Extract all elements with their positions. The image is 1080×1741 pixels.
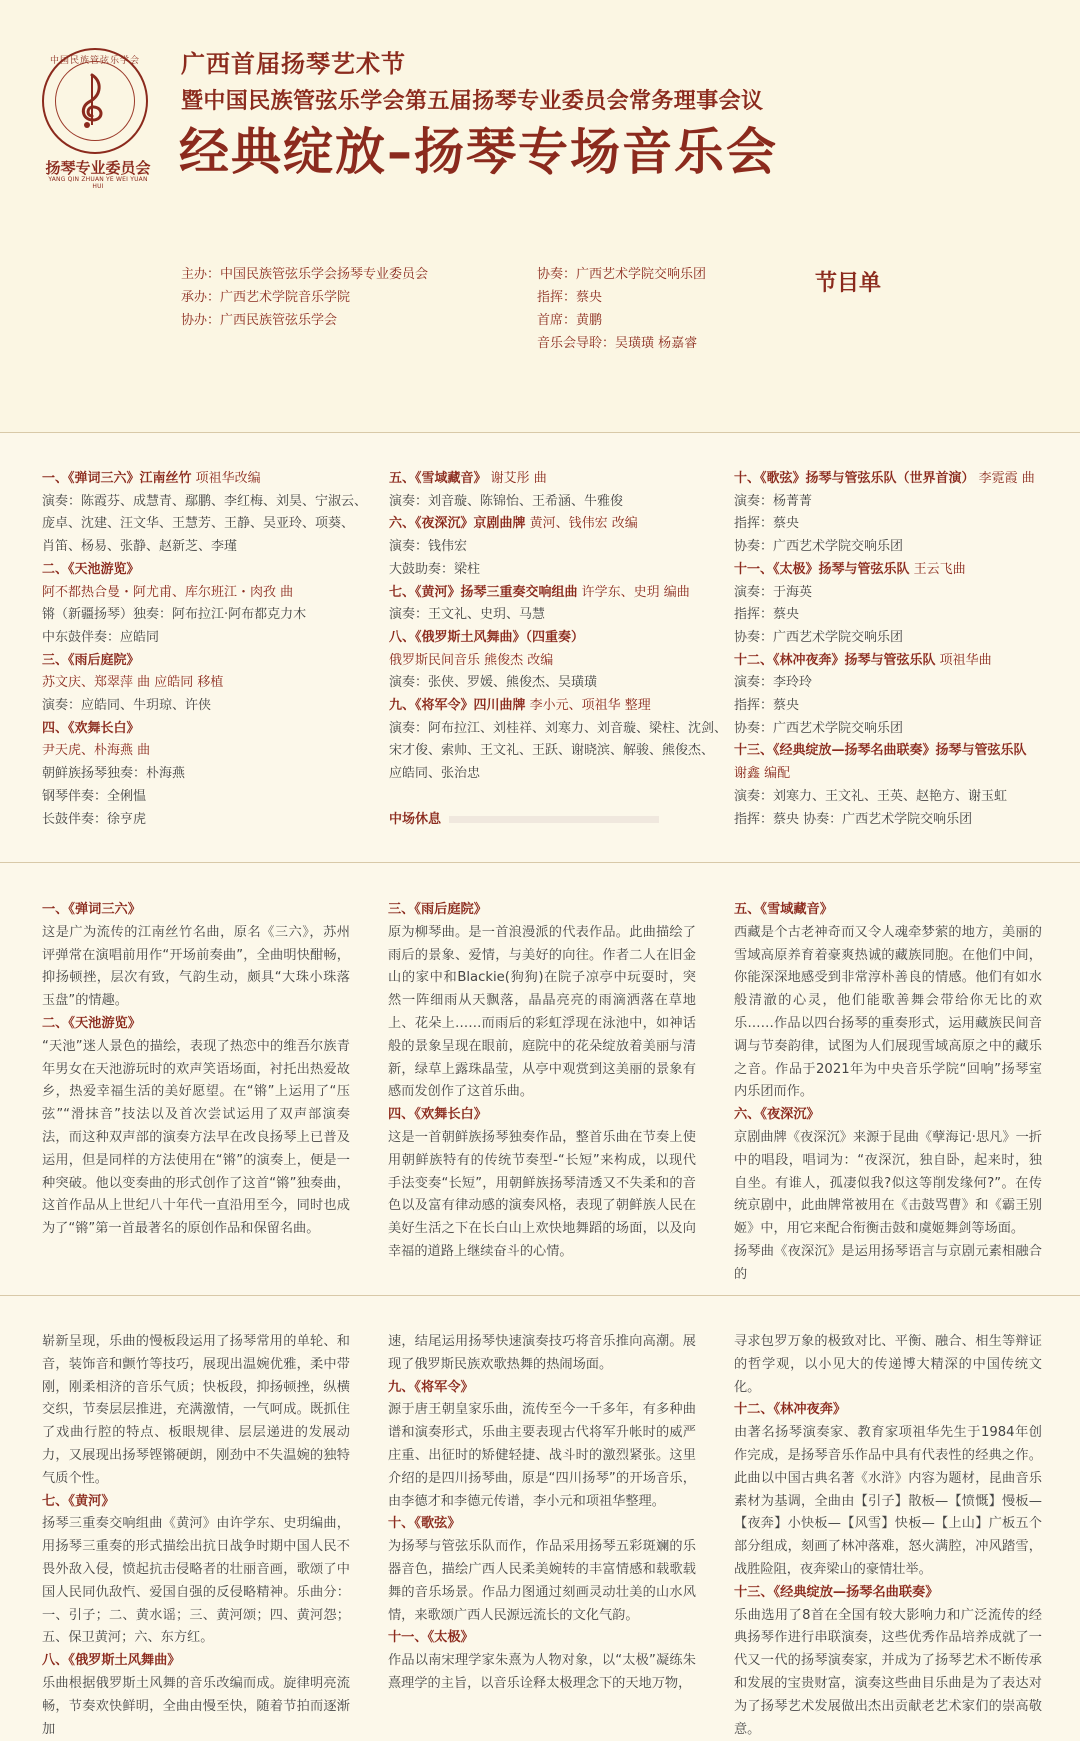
logo-ring-text: 中国民族管弦乐学会 — [49, 56, 140, 66]
program-item-title — [734, 559, 1052, 582]
program-item-title-text: 八、《俄罗斯土风舞曲》（四重奏） — [389, 629, 585, 645]
note-paragraph: 寻求包罗万象的极致对比、平衡、融合、相生等辩证的哲学观，以小见大的传递博大精深的中国传统文化。 — [734, 1334, 1042, 1395]
program-item-detail: 协奏：广西艺术学院交响乐团 — [734, 629, 904, 645]
notes-column-3 — [734, 899, 1042, 1287]
program-item-title — [389, 627, 707, 650]
program-item-detail: 演奏：刘音璇、陈锦怡、王希涵、牛雅俊 — [389, 493, 624, 509]
intermission-text: 中场休息 — [389, 811, 442, 827]
program-item-title-text: 六、《夜深沉》京剧曲牌 — [389, 516, 526, 532]
program-item-detail: 演奏：陈霞芬、成慧青、鄢鹏、李红梅、刘昊、宁淑云、 — [42, 493, 368, 509]
program-item-detail: 演奏：于海英 — [734, 584, 813, 600]
program-item-detail: 演奏：应皓同、牛玥琼、许侠 — [42, 698, 212, 714]
program-item-title-text: 十、《歌弦》扬琴与管弦乐队（世界首演） — [734, 471, 975, 486]
note-heading: 十一、《太极》 — [388, 1630, 474, 1646]
program-item-title-text: 五、《雪域藏音》 — [389, 471, 487, 486]
note-paragraph: 原为柳琴曲。是一首浪漫派的代表作品。此曲描绘了雨后的景象、爱情，与美好的向往。作者二人在旧金山的家中和Blackie(狗狗)在院子凉亭中玩耍时，突然一阵细雨从天飘落，晶晶亮亮的雨滴洒落在草地上、花朵上……而雨后的彩虹浮现在泳池中，如神话般的景象呈现在眼前，庭院中的花朵绽放着美丽与清新，绿草上露珠晶莹，从亭中观赏到这美丽的景象有感而发创作了这首乐曲。 — [388, 924, 696, 1100]
note-paragraph: 乐曲选用了8首在全国有较大影响力和广泛流传的经典扬琴作进行串联演奏，这些优秀作品培养成就了一代又一代的扬琴演奏家，并成为了扬琴艺术不断传承和发展的宝贵财富，演奏这些曲目乐曲是为了表达对为了扬琴艺术发展做出杰出贡献老艺术家们的崇高敬意。 — [734, 1607, 1042, 1737]
note-paragraph: 速，结尾运用扬琴快速演奏技巧将音乐推向高潮。展现了俄罗斯民族欢歌热舞的热闹场面。 — [388, 1334, 696, 1372]
program-item-detail: 指挥：蔡央 — [734, 698, 800, 714]
note-heading: 十、《歌弦》 — [388, 1516, 461, 1532]
program-item-title-text: 十三、《经典绽放—扬琴名曲联奏》扬琴与管弦乐队 — [734, 743, 1027, 759]
logo-title: 扬琴专业委员会 — [45, 159, 151, 177]
co-organizer-line: 协办：广西民族管弦乐学会 — [181, 313, 338, 328]
conductor-line: 指挥：蔡央 — [537, 290, 603, 305]
program-item-title — [389, 582, 707, 605]
program-item-title-text: 七、《黄河》扬琴三重奏交响组曲 — [389, 584, 578, 600]
program-item-credit: 李霓霞 曲 — [974, 471, 1035, 486]
program-item-detail: 协奏：广西艺术学院交响乐团 — [734, 720, 904, 736]
note-heading: 六、《夜深沉》 — [734, 1107, 820, 1123]
concertmaster-line: 首席：黄鹏 — [537, 313, 603, 328]
note-heading: 三、《雨后庭院》 — [388, 902, 487, 917]
note-heading: 八、《俄罗斯土风舞曲》 — [42, 1653, 181, 1669]
section-divider — [0, 1295, 1080, 1296]
note-paragraph: 崭新呈现，乐曲的慢板段运用了扬琴常用的单轮、和音，装饰音和颤竹等技巧，展现出温婉优雅，柔中带刚，刚柔相济的音乐气质；快板段，抑扬顿挫，纵横交织，节奏层层推进，充满激情，一气呵成。既抓住了戏曲行腔的特点、板眼规律、层层递进的发展动力，又展现出扬琴铿锵硬朗，刚劲中不失温婉的独特气质个性。 — [42, 1334, 350, 1486]
note-heading: 一、《弹词三六》 — [42, 902, 141, 917]
program-item-title-text: 三、《雨后庭院》 — [42, 652, 140, 668]
program-item-credit: 李小元、项祖华 整理 — [525, 698, 651, 714]
undertaker-line: 承办：广西艺术学院音乐学院 — [181, 290, 351, 305]
orchestra-line: 协奏：广西艺术学院交响乐团 — [537, 267, 707, 282]
program-item-credit: 许学东、史玥 编曲 — [577, 584, 690, 600]
note-heading: 四、《欢舞长白》 — [388, 1107, 487, 1123]
program-item-detail: 肖笛、杨易、张静、赵新芝、李瑾 — [42, 539, 238, 555]
program-item-note: 尹天虎、朴海燕 曲 — [42, 743, 151, 759]
note-heading: 五、《雪域藏音》 — [734, 902, 833, 917]
program-item-note: 谢鑫 编配 — [734, 766, 791, 782]
program-item-detail: 锵（新疆扬琴）独奏：阿布拉江·阿布都克力木 — [42, 607, 307, 623]
note-paragraph: 扬琴三重奏交响组曲《黄河》由许学东、史玥编曲，用扬琴三重奏的形式描绘出抗日战争时期中国人民不畏外敌入侵，愤起抗击侵略者的壮丽音画，歌颂了中国人民同仇敌忾、爱国自强的反侵略精神。乐曲分：一、引子；二、黄水谣；三、黄河颂；四、黄河怨；五、保卫黄河；六、东方红。 — [42, 1516, 350, 1646]
concert-title: 经典绽放–扬琴专场音乐会 — [179, 123, 778, 181]
notes-column-5 — [388, 1331, 696, 1696]
note-heading: 二、《天池游览》 — [42, 1015, 141, 1031]
program-item-detail — [389, 786, 707, 809]
program-item-title — [734, 468, 1052, 491]
note-paragraph: 这是一首朝鲜族扬琴独奏作品，整首乐曲在节奏上使用朝鲜族特有的传统节奏型-“长短”来构成，以现代手法变奏“长短”，用朝鲜族扬琴清透又不失柔和的音色以及富有律动感的演奏风格，表现了朝鲜族人民在美好生活之下在长白山上欢快地舞蹈的场面，以及向幸福的道路上继续奋斗的心情。 — [388, 1129, 696, 1259]
section-divider — [0, 432, 1080, 433]
note-paragraph: 由著名扬琴演奏家、教育家项祖华先生于1984年创作完成，是扬琴音乐作品中具有代表性的经典之作。此曲以中国古典名著《水浒》内容为题材，昆曲音乐素材为基调，全曲由【引子】散板—【愤慨】慢板—【夜奔】小快板—【风雪】快板—【上山】广板五个部分组成，刻画了林冲落难，怒火满腔，冲风踏雪，战胜险阻，夜奔梁山的豪情壮举。 — [734, 1425, 1042, 1577]
note-paragraph: 源于唐王朝皇家乐曲，流传至今一千多年，有多种曲谱和演奏形式，乐曲主要表现古代将军升帐时的威严庄重、出征时的矫健轻捷、战斗时的激烈紧张。这里介绍的是四川扬琴曲，原是“四川扬琴”的开场音乐，由李德才和李德元传谱，李小元和项祖华整理。 — [388, 1402, 696, 1509]
program-item-detail: 应皓同、张治忠 — [389, 766, 481, 782]
program-item-title — [389, 513, 707, 536]
program-item-title — [42, 718, 360, 741]
note-paragraph: 作品以南宋理学家朱熹为人物对象，以“太极”凝练朱熹理学的主旨，以音乐诠释太极理念下的天地万物， — [388, 1653, 696, 1691]
program-item-detail: 指挥：蔡央 协奏：广西艺术学院交响乐团 — [734, 811, 973, 827]
program-item-detail: 庞卓、沈建、汪文华、王慧芳、王静、吴亚玲、项葵、 — [42, 516, 355, 532]
program-item-credit: 项祖华改编 — [191, 471, 261, 486]
program-column-1 — [42, 468, 368, 831]
program-item-detail: 指挥：蔡央 — [734, 516, 800, 532]
program-item-title — [389, 468, 707, 491]
program-item-detail: 宋才俊、索帅、王文礼、王跃、谢晓滨、解骏、熊俊杰、 — [389, 743, 715, 759]
program-item-detail: 指挥：蔡央 — [734, 607, 800, 623]
logo-subtitle: YANG QIN ZHUAN YE WEI YUAN HUI — [48, 176, 148, 190]
program-item-credit: 黄河、钱伟宏 改编 — [525, 516, 638, 532]
notes-column-2 — [388, 899, 696, 1264]
note-paragraph: 为扬琴与管弦乐队而作，作品采用扬琴五彩斑斓的乐器音色，描绘广西人民柔美婉转的丰富情感和载歌载舞的音乐场景。作品力图通过刻画灵动壮美的山水风情，来歌颂广西人民源远流长的文化气韵。 — [388, 1539, 696, 1623]
program-item-title — [42, 650, 360, 673]
program-item-title — [734, 740, 1052, 763]
program-item-title-text: 九、《将军令》四川曲牌 — [389, 698, 526, 714]
intermission-label — [389, 809, 707, 832]
treble-clef-icon — [72, 73, 112, 128]
program-item-title-text: 四、《欢舞长白》 — [42, 720, 140, 736]
note-paragraph: 京剧曲牌《夜深沉》来源于昆曲《孽海记·思凡》一折中的唱段，唱词为：“夜深沉，独自卧，起来时，独自坐。有谁人，孤凄似我?似这等削发缘何?”。在传统京剧中，此曲牌常被用在《击鼓骂曹》和《霸王别姬》中，用它来配合衔衡击鼓和虞姬舞剑等场面。 — [734, 1129, 1042, 1237]
program-item-detail: 演奏：王文礼、史玥、马慧 — [389, 607, 546, 623]
program-item-title-text: 十一、《太极》扬琴与管弦乐队 — [734, 561, 910, 577]
program-item-title-text: 二、《天池游览》 — [42, 561, 140, 577]
program-item-title — [734, 650, 1052, 673]
program-item-title-text: 十二、《林冲夜奔》扬琴与管弦乐队 — [734, 652, 936, 668]
program-item-note: 苏文庆、郑翠萍 曲 应皓同 移植 — [42, 675, 224, 691]
notes-column-4 — [42, 1331, 350, 1741]
program-item-title — [42, 559, 360, 582]
program-item-detail: 演奏：阿布拉江、刘桂祥、刘寒力、刘音璇、梁柱、沈剑、 — [389, 720, 728, 736]
program-column-3 — [734, 468, 1052, 831]
program-item-credit: 项祖华曲 — [935, 652, 992, 668]
program-item-detail: 演奏：杨菁菁 — [734, 493, 813, 509]
program-column-2 — [389, 468, 728, 831]
program-item-detail: 演奏：刘寒力、王文礼、王英、赵艳方、谢玉虹 — [734, 788, 1008, 804]
program-item-title — [42, 468, 360, 491]
intermission-bar — [449, 816, 659, 823]
program-item-detail: 演奏：张侠、罗媛、熊俊杰、吴璜璜 — [389, 675, 598, 691]
program-item-credit: 王云飞曲 — [909, 561, 966, 577]
note-paragraph: 扬琴曲《夜深沉》是运用扬琴语言与京剧元素相融合的 — [734, 1243, 1042, 1282]
note-paragraph: “天池”迷人景色的描绘，表现了热恋中的维吾尔族青年男女在天池游玩时的欢声笑语场面，衬托出热爱故乡，热爱幸福生活的美好愿望。在“锵”上运用了“压弦”“滑抹音”技法以及首次尝试运用了双声部演奏法，而这种双声部的演奏方法早在改良扬琴上已普及运用，但是同样的方法使用在“锵”的演奏上，便是一种突破。他以变奏曲的形式创作了这首“锵”独奏曲，这首作品从上世纪八十年代一直沿用至今，同时也成为了“锵”第一首最著名的原创作品和保留名曲。 — [42, 1038, 350, 1237]
note-heading: 十二、《林冲夜奔》 — [734, 1402, 847, 1418]
meeting-subtitle: 暨中国民族管弦乐学会第五届扬琴专业委员会常务理事会议 — [181, 89, 764, 114]
program-item-detail: 钢琴伴奏：全俐愠 — [42, 788, 147, 804]
section-divider — [0, 862, 1080, 863]
note-heading: 十三、《经典绽放—扬琴名曲联奏》 — [734, 1584, 939, 1600]
committee-logo — [42, 48, 148, 154]
note-paragraph: 西藏是个古老神奇而又令人魂牵梦萦的地方，美丽的雪域高原养育着豪爽热诚的藏族同胞。在他们中间，你能深深地感受到非常淳朴善良的情感。他们有如水般清澈的心灵，他们能歌善舞会带给你无比的欢乐……作品以四台扬琴的重奏形式，运用藏族民间音调与节奏韵律，试图为人们展现雪域高原之中的藏乐之音。作品于2021年为中央音乐学院“回响”扬琴室内乐团而作。 — [734, 924, 1042, 1100]
header-section — [0, 0, 1080, 432]
program-item-detail: 协奏：广西艺术学院交响乐团 — [734, 539, 904, 555]
program-item-detail: 中东鼓伴奏：应皓同 — [42, 629, 160, 645]
notes-column-6 — [734, 1331, 1042, 1741]
note-heading: 七、《黄河》 — [42, 1493, 115, 1509]
program-item-title — [389, 695, 707, 718]
program-item-detail: 演奏：李玲玲 — [734, 675, 813, 691]
program-item-detail: 长鼓伴奏：徐亨虎 — [42, 811, 147, 827]
program-list-title: 节目单 — [815, 271, 882, 296]
program-item-detail: 朝鲜族扬琴独奏：朴海燕 — [42, 766, 186, 782]
festival-title: 广西首届扬琴艺术节 — [181, 50, 406, 78]
organizer-line: 主办：中国民族管弦乐学会扬琴专业委员会 — [181, 267, 429, 282]
program-item-title-text: 一、《弹词三六》江南丝竹 — [42, 471, 192, 486]
notes-column-1 — [42, 899, 350, 1241]
note-heading: 九、《将军令》 — [388, 1379, 474, 1395]
program-item-note: 俄罗斯民间音乐 熊俊杰 改编 — [389, 652, 554, 668]
program-item-credit: 谢艾彤 曲 — [486, 471, 547, 486]
guide-line: 音乐会导聆：吴璜璜 杨嘉睿 — [537, 336, 698, 351]
program-item-detail: 演奏：钱伟宏 — [389, 539, 468, 555]
note-paragraph: 乐曲根据俄罗斯土风舞的音乐改编而成。旋律明亮流畅，节奏欢快鲜明，全曲由慢至快，随着节拍而逐渐加 — [42, 1675, 350, 1737]
program-item-detail: 大鼓助奏：梁柱 — [389, 561, 481, 577]
program-item-note: 阿不都热合曼・阿尤甫、库尔班江・肉孜 曲 — [42, 584, 294, 600]
note-paragraph: 这是广为流传的江南丝竹名曲，原名《三六》，苏州评弹常在演唱前用作“开场前奏曲”，全曲明快酣畅，抑扬顿挫，层次有致，气韵生动，颇具“大珠小珠落玉盘”的情趣。 — [42, 924, 350, 1009]
